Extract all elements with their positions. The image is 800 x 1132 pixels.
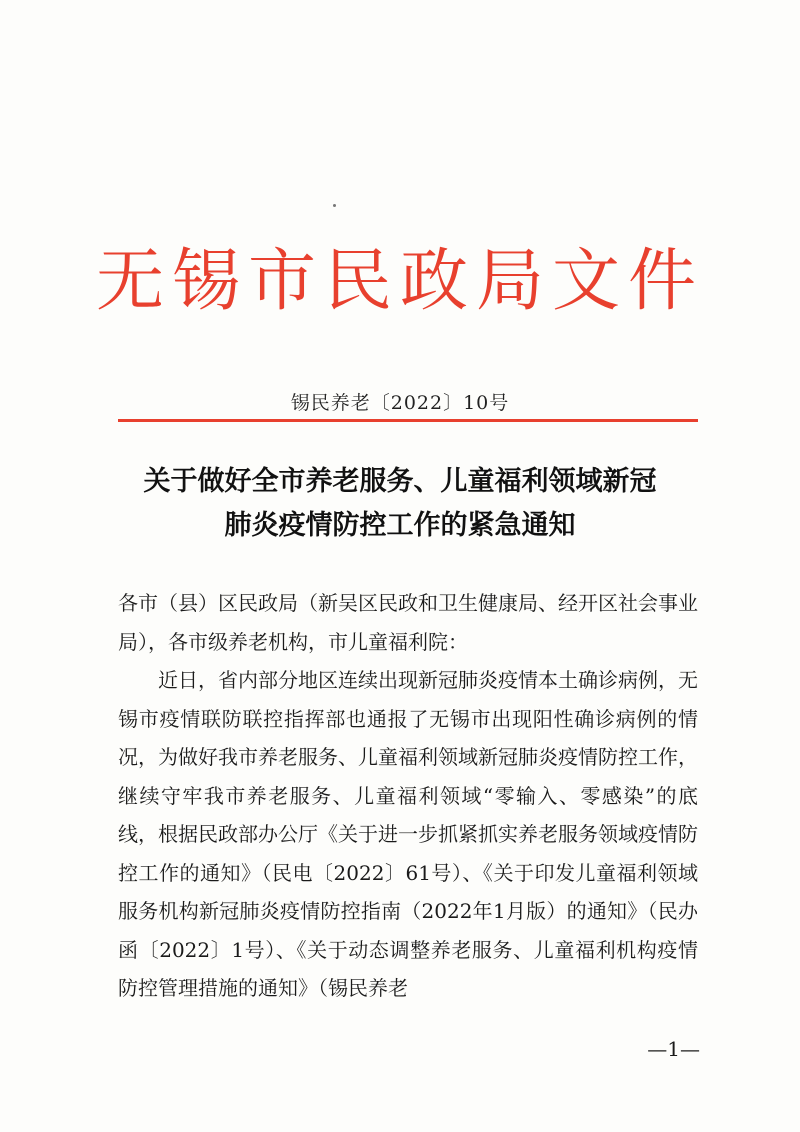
title-line-2: 肺炎疫情防控工作的紧急通知 <box>224 510 576 541</box>
document-body <box>118 584 698 1008</box>
doc-number: 锡民养老〔2022〕10号 <box>290 392 510 414</box>
document-title <box>60 460 740 548</box>
scan-speck <box>333 204 336 207</box>
red-divider <box>118 419 698 422</box>
body-paragraph-1: 近日，省内部分地区连续出现新冠肺炎疫情本土确诊病例，无锡市疫情联防联控指挥部也通报了无锡市出现阳性确诊病例的情况，为做好我市养老服务、儿童福利领域新冠肺炎疫情防控工作，继续守牢我市养老服务、儿童福利领域“零输入、零感染”的底线，根据民政部办公厅《关于进一步抓紧抓实养老服务领域疫情防控工作的通知》（民电〔2022〕61号）、《关于印发儿童福利领域服务机构新冠肺炎疫情防控指南（2022年1月版）的通知》（民办函〔2022〕1号）、《关于动态调整养老服务、儿童福利机构疫情防控管理措施的通知》（锡民养老 <box>118 668 698 1000</box>
recipients-paragraph: 各市（县）区民政局（新吴区民政和卫生健康局、经开区社会事业局），各市级养老机构，市儿童福利院： <box>118 591 698 654</box>
title-line-1: 关于做好全市养老服务、儿童福利领域新冠 <box>143 466 657 497</box>
page-number: —1— <box>647 1037 700 1061</box>
issuer-title: 无锡市民政局文件 <box>95 242 704 321</box>
